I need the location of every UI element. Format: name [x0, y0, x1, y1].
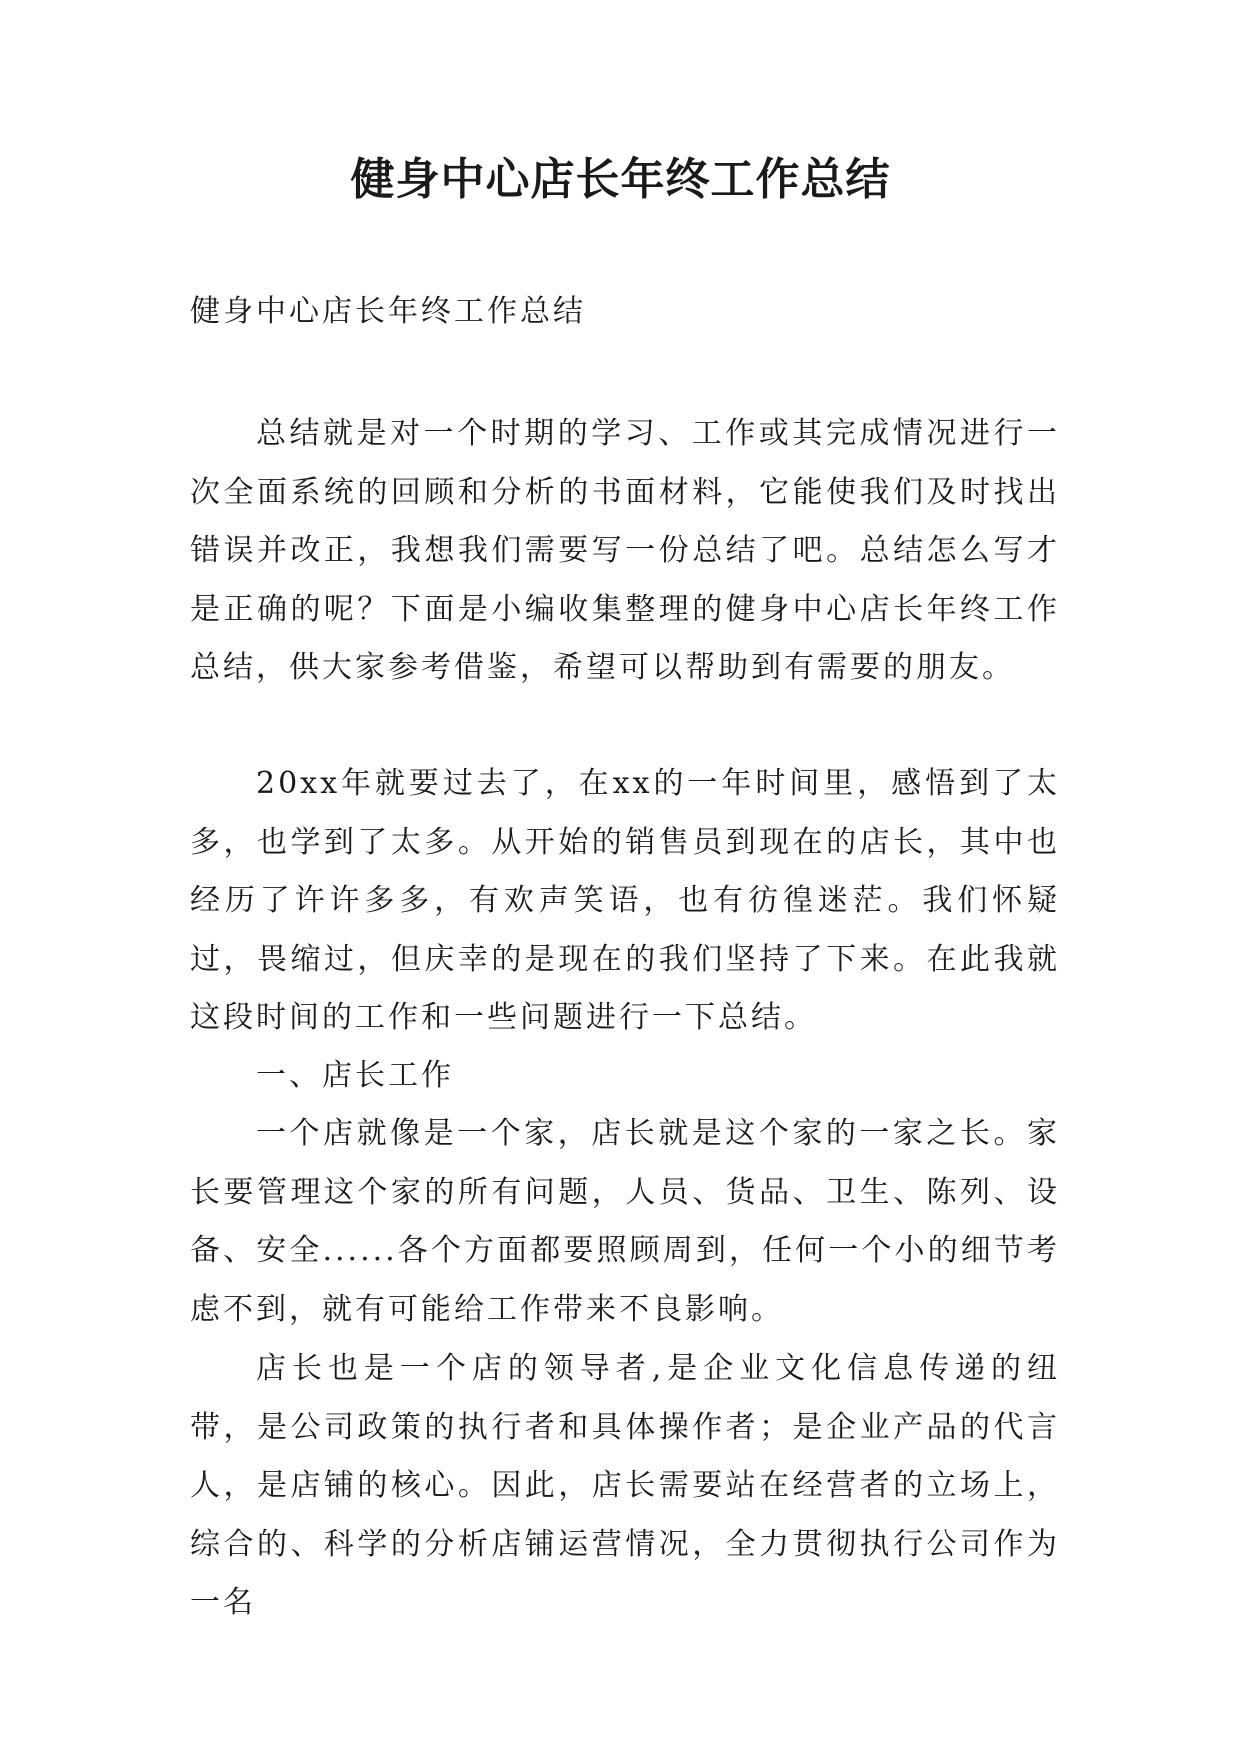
intro-paragraph: 总结就是对一个时期的学习、工作或其完成情况进行一次全面系统的回顾和分析的书面材料，它能使我们及时找出错误并改正，我想我们需要写一份总结了吧。总结怎么写才是正确的呢？下面是小编收集整理的健身中心店长年终工作总结，供大家参考借鉴，希望可以帮助到有需要的朋友。 [190, 416, 1060, 685]
body-paragraph: 20xx年就要过去了，在xx的一年时间里，感悟到了太多，也学到了太多。从开始的销售员到现在的店长，其中也经历了许许多多，有欢声笑语，也有彷徨迷茫。我们怀疑过，畏缩过，但庆幸的是现在的我们坚持了下来。在此我就这段时间的工作和一些问题进行一下总结。 [190, 766, 1060, 1035]
body-paragraph: 一个店就像是一个家，店长就是这个家的一家之长。家长要管理这个家的所有问题，人员、货品、卫生、陈列、设备、安全......各个方面都要照顾周到，任何一个小的细节考虑不到，就有可能给工作带来不良影响。 [190, 1116, 1060, 1327]
document-title: 健身中心店长年终工作总结 [350, 154, 891, 205]
document-subtitle: 健身中心店长年终工作总结 [190, 294, 586, 329]
body-paragraph: 店长也是一个店的领导者,是企业文化信息传递的纽带，是公司政策的执行者和具体操作者；是企业产品的代言人，是店铺的核心。因此，店长需要站在经营者的立场上，综合的、科学的分析店铺运营情况，全力贯彻执行公司作为一名 [190, 1351, 1060, 1620]
section-heading: 一、店长工作 [256, 1058, 454, 1093]
